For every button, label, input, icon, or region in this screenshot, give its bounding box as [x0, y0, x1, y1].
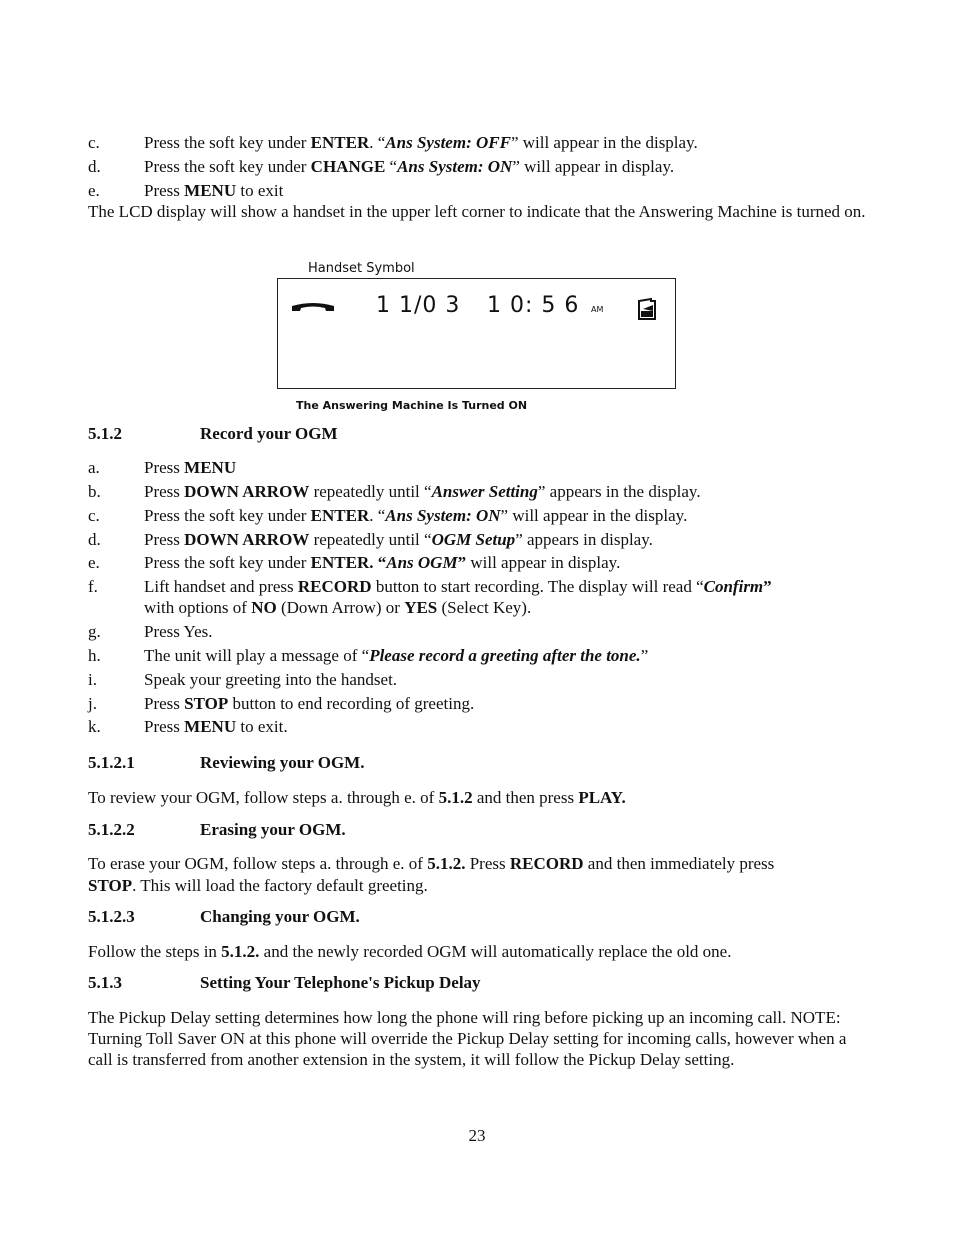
lcd-date: 1 1/0 3 [376, 293, 461, 318]
list-text [144, 576, 772, 597]
list-text [144, 645, 648, 666]
emphasis-text: OGM Setup [431, 530, 516, 549]
list-text: Press the soft key under CHANGE “Ans System: ON” will appear in display. [144, 157, 675, 176]
text-run: Press [144, 694, 185, 713]
text-run: (Select Key). [437, 598, 532, 617]
section-paragraph [88, 941, 868, 962]
text-run: The unit will play a message of “ [144, 646, 370, 665]
text-run: will appear in display. [466, 553, 621, 572]
list-text [144, 457, 236, 478]
bold-text: STOP [88, 876, 133, 895]
section-number: 5.1.3 [88, 973, 122, 992]
list-letter: f. [88, 577, 98, 596]
text-run: to exit. [236, 717, 288, 736]
list-letter: d. [88, 530, 101, 549]
text-run: Press [144, 482, 185, 501]
bold-text: MENU [184, 717, 237, 736]
list-text [144, 693, 474, 714]
list-letter: d. [88, 157, 101, 176]
text-run: Lift handset and press [144, 577, 298, 596]
text-run: repeatedly until “ [309, 482, 432, 501]
bold-text: YES [404, 598, 438, 617]
text-run: and then press [472, 788, 579, 807]
text-run: To erase your OGM, follow steps a. through e. of [88, 854, 428, 873]
list-text [144, 597, 531, 618]
list-letter: i. [88, 670, 97, 689]
emphasis-text: Ans OGM [386, 553, 458, 572]
text-run: . This will load the factory default greeting. [132, 876, 428, 895]
list-letter: k. [88, 717, 101, 736]
page-number: 23 [468, 1126, 486, 1145]
text-run: ” will appear in the display. [500, 506, 688, 525]
text-run: Press the soft key under [144, 553, 311, 572]
list-text [144, 505, 687, 526]
bold-text: DOWN ARROW [184, 482, 310, 501]
message-icon [637, 297, 657, 321]
text-run: Press the soft key under [144, 506, 311, 525]
section-paragraph [88, 853, 868, 874]
lcd-intro-paragraph: The LCD display will show a handset in the upper left corner to indicate that the Answering Machine is turned on. [88, 202, 866, 221]
text-run: Follow the steps in [88, 942, 222, 961]
bold-text: MENU [184, 458, 237, 477]
list-text: Press MENU to exit [144, 181, 284, 200]
figure-caption: The Answering Machine Is Turned ON [296, 399, 528, 412]
bold-text: ” [763, 577, 772, 596]
list-text [144, 621, 213, 642]
text-run: repeatedly until “ [309, 530, 432, 549]
list-letter: e. [88, 181, 100, 200]
section-paragraph [88, 787, 868, 808]
list-letter: h. [88, 646, 101, 665]
section-title: Changing your OGM. [200, 907, 360, 926]
list-letter: g. [88, 622, 101, 641]
section-number: 5.1.2 [88, 424, 122, 443]
text-run: Press [144, 458, 185, 477]
bold-text: 5.1.2. [221, 942, 260, 961]
list-letter: a. [88, 458, 100, 477]
bold-text: ENTER [310, 506, 370, 525]
text-run: Press [144, 530, 185, 549]
emphasis-text: Please record a greeting after the tone. [369, 646, 641, 665]
text-run: (Down Arrow) or [276, 598, 405, 617]
section-title: Record your OGM [200, 424, 338, 443]
bold-text: DOWN ARROW [184, 530, 310, 549]
lcd-display [277, 278, 676, 389]
bold-text: RECORD [297, 577, 372, 596]
section-title: Erasing your OGM. [200, 820, 346, 839]
text-run: Press [465, 854, 510, 873]
bold-text: 5.1.2 [438, 788, 473, 807]
section-number: 5.1.2.1 [88, 753, 135, 772]
text-run: button to end recording of greeting. [228, 694, 475, 713]
section-number: 5.1.2.2 [88, 820, 135, 839]
list-letter: e. [88, 553, 100, 572]
section-paragraph: The Pickup Delay setting determines how long the phone will ring before picking up an incoming call. NOTE: Turning Toll Saver ON at this phone will override the Pickup Delay setting for incoming calls, however when a call is transferred from another extension in the system, it will follow the Pickup Delay setting. [88, 1008, 847, 1069]
list-text [144, 481, 701, 502]
text-run: To review your OGM, follow steps a. through e. of [88, 788, 439, 807]
text-run: Press Yes. [144, 622, 213, 641]
bold-text: ENTER. “ [310, 553, 387, 572]
section-title: Reviewing your OGM. [200, 753, 365, 772]
handset-icon [290, 298, 336, 310]
list-text [144, 716, 288, 737]
bold-text: PLAY. [578, 788, 626, 807]
list-letter: b. [88, 482, 101, 501]
bold-text: NO [251, 598, 277, 617]
list-text [144, 529, 653, 550]
list-text [144, 552, 620, 573]
text-run: Press [144, 717, 185, 736]
lcd-time: 1 0: 5 6 [487, 293, 580, 318]
list-letter: c. [88, 506, 100, 525]
text-run: ” [640, 646, 649, 665]
bold-text: ” [457, 553, 467, 572]
section-title: Setting Your Telephone's Pickup Delay [200, 973, 481, 992]
list-letter: j. [88, 694, 97, 713]
list-text: Press the soft key under ENTER. “Ans System: OFF” will appear in the display. [144, 133, 698, 152]
bold-text: RECORD [509, 854, 584, 873]
section-number: 5.1.2.3 [88, 907, 135, 926]
text-run: . “ [369, 506, 386, 525]
handset-symbol-label: Handset Symbol [308, 261, 415, 276]
text-run: Speak your greeting into the handset. [144, 670, 398, 689]
text-run: ” appears in display. [515, 530, 653, 549]
bold-text: 5.1.2. [427, 854, 466, 873]
text-run: and then immediately press [583, 854, 775, 873]
text-run: with options of [144, 598, 252, 617]
text-run: ” appears in the display. [537, 482, 701, 501]
list-letter: c. [88, 133, 100, 152]
emphasis-text: Confirm [703, 577, 764, 596]
text-run: and the newly recorded OGM will automatically replace the old one. [259, 942, 732, 961]
text-run: button to start recording. The display will read “ [371, 577, 704, 596]
emphasis-text: Answer Setting [431, 482, 538, 501]
section-paragraph-line2 [88, 875, 868, 896]
lcd-ampm: AM [591, 305, 604, 314]
emphasis-text: Ans System: ON [385, 506, 501, 525]
bold-text: STOP [184, 694, 229, 713]
list-text [144, 669, 397, 690]
